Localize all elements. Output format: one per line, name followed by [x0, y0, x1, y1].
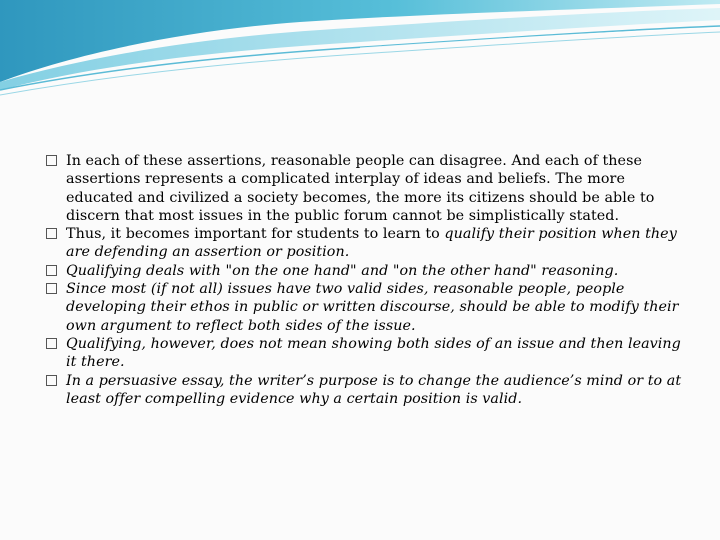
bullet-text: Since most (if not all) issues have two valid sides, reasonable people, people developing their ethos in public or written discourse, should be able to modify their own argument to reflect both sides of the issue. — [66, 281, 679, 334]
bullet-text: Qualifying, however, does not mean showing both sides of an issue and then leaving it there. — [66, 335, 681, 371]
list-item — [46, 335, 686, 372]
bullet-icon — [46, 155, 57, 166]
bullet-text: In a persuasive essay, the writer’s purpose is to change the audience’s mind or to at least offer compelling evidence why a certain position is valid. — [66, 372, 682, 407]
bullet-text: Qualifying deals with "on the one hand" and "on the other hand" reasoning. — [66, 262, 619, 279]
list-item — [46, 225, 686, 262]
list-item — [46, 280, 686, 335]
bullet-text — [66, 225, 686, 262]
list-item — [46, 372, 686, 409]
bullet-icon — [46, 283, 57, 294]
bullet-text-plain: Thus, it becomes important for students to learn to — [66, 226, 445, 243]
list-item — [46, 262, 686, 280]
bullet-icon — [46, 338, 57, 349]
bullet-icon — [46, 375, 57, 386]
bullet-text: In each of these assertions, reasonable people can disagree. And each of these assertions represents a complicated interplay of ideas and beliefs. The more educated and civilized a society becomes, the more its citizens should be able to discern that most issues in the public forum cannot be simplistically stated. — [66, 153, 655, 224]
list-item — [46, 152, 686, 225]
header-wave-decoration — [0, 0, 720, 110]
bullet-list — [46, 152, 686, 408]
bullet-icon — [46, 265, 57, 276]
bullet-icon — [46, 228, 57, 239]
bullet-text-italic: qualify their position when they are defending an assertion or position. — [66, 226, 677, 261]
